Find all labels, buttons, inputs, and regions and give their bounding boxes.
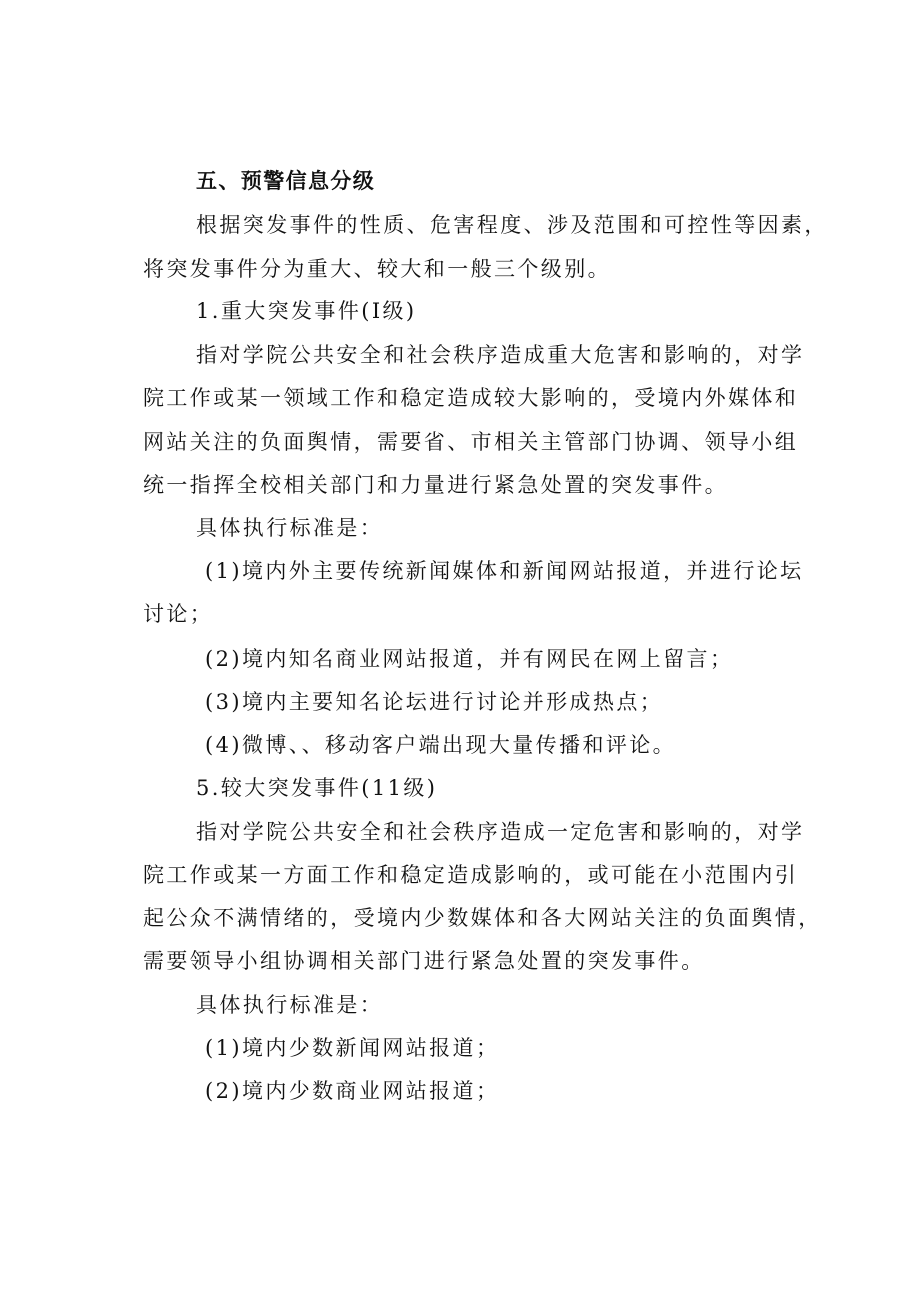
section1-item-1-line-2: 讨论； — [143, 602, 214, 626]
section2-para-line-2: 院工作或某一方面工作和稳定造成影响的，或可能在小范围内引 — [143, 863, 799, 887]
section2-item-1: (1)境内少数新闻网站报道； — [205, 1036, 500, 1060]
section2-title: 5.较大突发事件(11级) — [196, 776, 438, 800]
section1-item-3: (3)境内主要知名论坛进行讨论并形成热点； — [205, 690, 664, 714]
intro-line-1: 根据突发事件的性质、危害程度、涉及范围和可控性等因素， — [196, 213, 828, 237]
section1-para-line-2: 院工作或某一领域工作和稳定造成较大影响的，受境内外媒体和 — [143, 386, 799, 410]
section1-item-2: (2)境内知名商业网站报道，并有网民在网上留言； — [205, 647, 734, 671]
section1-item-4: (4)微博、、移动客户端出现大量传播和评论。 — [205, 733, 677, 757]
section1-para-line-4: 统一指挥全校相关部门和力量进行紧急处置的突发事件。 — [143, 473, 728, 497]
section1-para-line-1: 指对学院公共安全和社会秩序造成重大危害和影响的，对学 — [196, 343, 805, 367]
intro-line-2: 将突发事件分为重大、较大和一般三个级别。 — [143, 257, 611, 281]
section-heading: 五、预警信息分级 — [196, 169, 376, 193]
section2-item-2: (2)境内少数商业网站报道； — [205, 1079, 500, 1103]
section1-para-line-3: 网站关注的负面舆情，需要省、市相关主管部门协调、领导小组 — [143, 430, 799, 454]
section2-para-line-4: 需要领导小组协调相关部门进行紧急处置的突发事件。 — [143, 949, 705, 973]
section2-para-line-3: 起公众不满情绪的，受境内少数媒体和各大网站关注的负面舆情， — [143, 906, 822, 930]
section1-title: 1.重大突发事件(I级) — [196, 299, 417, 323]
section2-para-line-1: 指对学院公共安全和社会秩序造成一定危害和影响的，对学 — [196, 820, 805, 844]
section1-item-1-line-1: (1)境内外主要传统新闻媒体和新闻网站报道，并进行论坛 — [205, 559, 804, 583]
section1-criteria-label: 具体执行标准是： — [196, 516, 384, 540]
section2-criteria-label: 具体执行标准是： — [196, 993, 384, 1017]
